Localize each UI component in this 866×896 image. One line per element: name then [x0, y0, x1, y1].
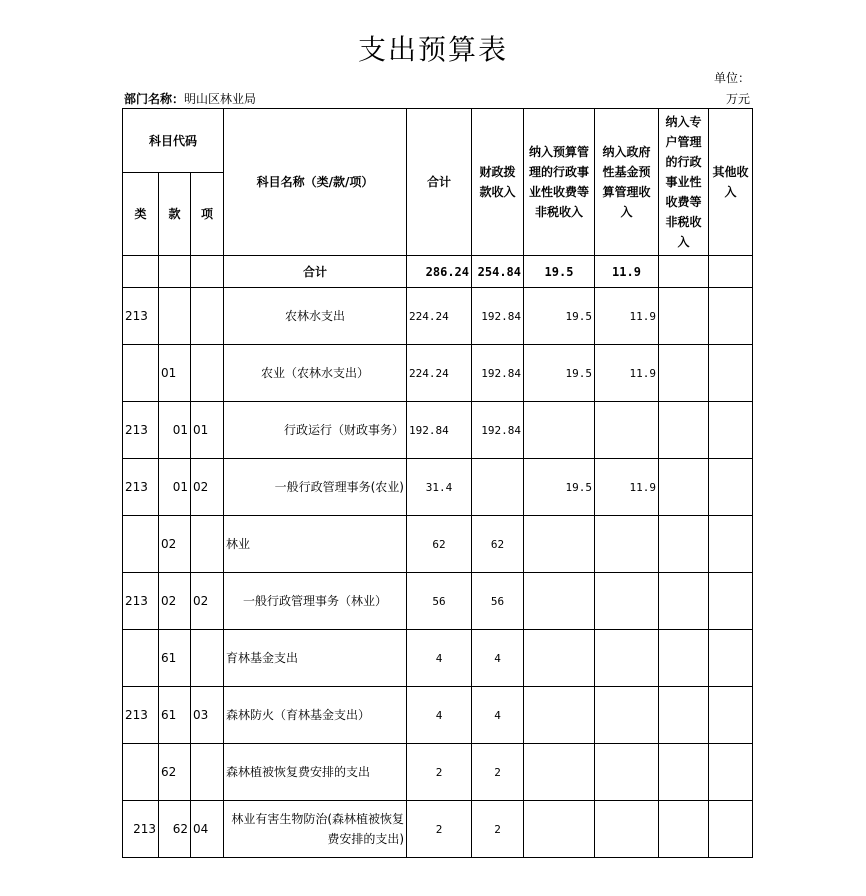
cell-lei: 213 — [123, 573, 159, 630]
cell-fiscal: 192.84 — [472, 345, 524, 402]
cell-name: 育林基金支出 — [224, 630, 407, 687]
cell-other — [709, 801, 753, 858]
cell-fiscal — [472, 459, 524, 516]
cell-budget-mgmt — [524, 402, 595, 459]
cell-total: 224.24 — [407, 345, 472, 402]
cell-budget-mgmt — [524, 516, 595, 573]
cell-special — [659, 801, 709, 858]
cell-gov-fund — [595, 402, 659, 459]
cell-name: 一般行政管理事务（林业） — [224, 573, 407, 630]
cell-lei: 213 — [123, 459, 159, 516]
cell-other — [709, 744, 753, 801]
cell-fiscal: 4 — [472, 630, 524, 687]
cell-total: 56 — [407, 573, 472, 630]
department-label: 部门名称： — [124, 92, 185, 106]
cell-name: 农业（农林水支出） — [224, 345, 407, 402]
cell-other — [709, 402, 753, 459]
header-lei: 类 — [123, 173, 159, 256]
cell-lei — [123, 630, 159, 687]
cell-gov-fund — [595, 687, 659, 744]
cell-name: 林业有害生物防治(森林植被恢复费安排的支出) — [224, 801, 407, 858]
unit-value: 万元 — [725, 92, 750, 106]
cell-name: 一般行政管理事务(农业) — [224, 459, 407, 516]
total-special — [659, 256, 709, 288]
total-other — [709, 256, 753, 288]
cell-gov-fund — [595, 630, 659, 687]
cell-fiscal: 4 — [472, 687, 524, 744]
cell-budget-mgmt — [524, 630, 595, 687]
budget-table — [122, 108, 753, 858]
cell-lei: 213 — [123, 801, 159, 858]
cell-xiang: 01 — [191, 402, 224, 459]
cell-name: 森林植被恢复费安排的支出 — [224, 744, 407, 801]
header-fiscal: 财政拨款收入 — [472, 109, 524, 256]
cell-kuan: 01 — [159, 459, 191, 516]
table-row — [123, 687, 753, 744]
cell-total: 31.4 — [407, 459, 472, 516]
cell-fiscal: 56 — [472, 573, 524, 630]
cell-name: 行政运行（财政事务） — [224, 402, 407, 459]
cell-lei — [123, 345, 159, 402]
cell-other — [709, 687, 753, 744]
header-xiang: 项 — [191, 173, 224, 256]
cell-kuan — [159, 288, 191, 345]
cell-special — [659, 687, 709, 744]
cell-kuan: 61 — [159, 687, 191, 744]
cell-total: 62 — [407, 516, 472, 573]
cell-fiscal: 62 — [472, 516, 524, 573]
cell-other — [709, 630, 753, 687]
cell-fiscal: 192.84 — [472, 288, 524, 345]
total-budget-mgmt: 19.5 — [524, 256, 595, 288]
cell-budget-mgmt — [524, 573, 595, 630]
cell-kuan: 61 — [159, 630, 191, 687]
cell-other — [709, 345, 753, 402]
cell-special — [659, 459, 709, 516]
cell-xiang: 04 — [191, 801, 224, 858]
cell-gov-fund — [595, 516, 659, 573]
cell-budget-mgmt — [524, 801, 595, 858]
table-row — [123, 516, 753, 573]
cell-fiscal: 2 — [472, 744, 524, 801]
cell-fiscal: 2 — [472, 801, 524, 858]
cell-lei: 213 — [123, 402, 159, 459]
cell-lei — [123, 744, 159, 801]
total-total: 286.24 — [407, 256, 472, 288]
cell-xiang — [191, 345, 224, 402]
cell-budget-mgmt: 19.5 — [524, 459, 595, 516]
table-row — [123, 630, 753, 687]
cell-special — [659, 744, 709, 801]
cell-special — [659, 630, 709, 687]
header-gov-fund: 纳入政府性基金预算管理收入 — [595, 109, 659, 256]
cell-special — [659, 516, 709, 573]
cell-name: 农林水支出 — [224, 288, 407, 345]
cell-gov-fund — [595, 744, 659, 801]
table-row — [123, 573, 753, 630]
cell-gov-fund: 11.9 — [595, 459, 659, 516]
cell-special — [659, 345, 709, 402]
cell-special — [659, 402, 709, 459]
cell-kuan: 02 — [159, 573, 191, 630]
cell-xiang: 03 — [191, 687, 224, 744]
table-row — [123, 801, 753, 858]
cell-kuan: 62 — [159, 801, 191, 858]
cell-gov-fund — [595, 573, 659, 630]
cell-xiang: 02 — [191, 573, 224, 630]
header-name: 科目名称（类/款/项） — [224, 109, 407, 256]
cell-budget-mgmt: 19.5 — [524, 288, 595, 345]
header-special: 纳入专户管理的行政事业性收费等非税收入 — [659, 109, 709, 256]
cell-lei: 213 — [123, 288, 159, 345]
table-row — [123, 402, 753, 459]
total-label: 合计 — [224, 256, 407, 288]
header-code: 科目代码 — [123, 109, 224, 173]
cell-other — [709, 459, 753, 516]
cell-kuan: 01 — [159, 345, 191, 402]
cell-total: 192.84 — [407, 402, 472, 459]
table-row — [123, 459, 753, 516]
cell-name: 森林防火（育林基金支出） — [224, 687, 407, 744]
table-row — [123, 345, 753, 402]
cell-special — [659, 288, 709, 345]
cell-budget-mgmt — [524, 744, 595, 801]
department-name: 明山区林业局 — [184, 92, 257, 106]
page-title: 支出预算表 — [357, 33, 508, 66]
cell-gov-fund — [595, 801, 659, 858]
header-budget-mgmt: 纳入预算管理的行政事业性收费等非税收入 — [524, 109, 595, 256]
cell-kuan: 02 — [159, 516, 191, 573]
total-fiscal: 254.84 — [472, 256, 524, 288]
cell-xiang — [191, 744, 224, 801]
cell-xiang — [191, 288, 224, 345]
cell-name: 林业 — [224, 516, 407, 573]
header-kuan: 款 — [159, 173, 191, 256]
cell-budget-mgmt: 19.5 — [524, 345, 595, 402]
cell-total: 4 — [407, 630, 472, 687]
cell-lei: 213 — [123, 687, 159, 744]
table-row — [123, 288, 753, 345]
cell-gov-fund: 11.9 — [595, 288, 659, 345]
cell-lei — [123, 516, 159, 573]
table-row — [123, 744, 753, 801]
header-total: 合计 — [407, 109, 472, 256]
cell-other — [709, 516, 753, 573]
total-gov-fund: 11.9 — [595, 256, 659, 288]
cell-budget-mgmt — [524, 687, 595, 744]
cell-xiang: 02 — [191, 459, 224, 516]
header-other: 其他收入 — [709, 109, 753, 256]
unit-label: 单位： — [713, 71, 750, 85]
cell-kuan: 01 — [159, 402, 191, 459]
cell-xiang — [191, 516, 224, 573]
cell-xiang — [191, 630, 224, 687]
total-row — [123, 256, 753, 288]
cell-total: 224.24 — [407, 288, 472, 345]
cell-fiscal: 192.84 — [472, 402, 524, 459]
cell-total: 2 — [407, 744, 472, 801]
department-line — [124, 90, 256, 107]
cell-kuan: 62 — [159, 744, 191, 801]
cell-total: 2 — [407, 801, 472, 858]
cell-other — [709, 573, 753, 630]
cell-gov-fund: 11.9 — [595, 345, 659, 402]
cell-special — [659, 573, 709, 630]
cell-other — [709, 288, 753, 345]
cell-total: 4 — [407, 687, 472, 744]
